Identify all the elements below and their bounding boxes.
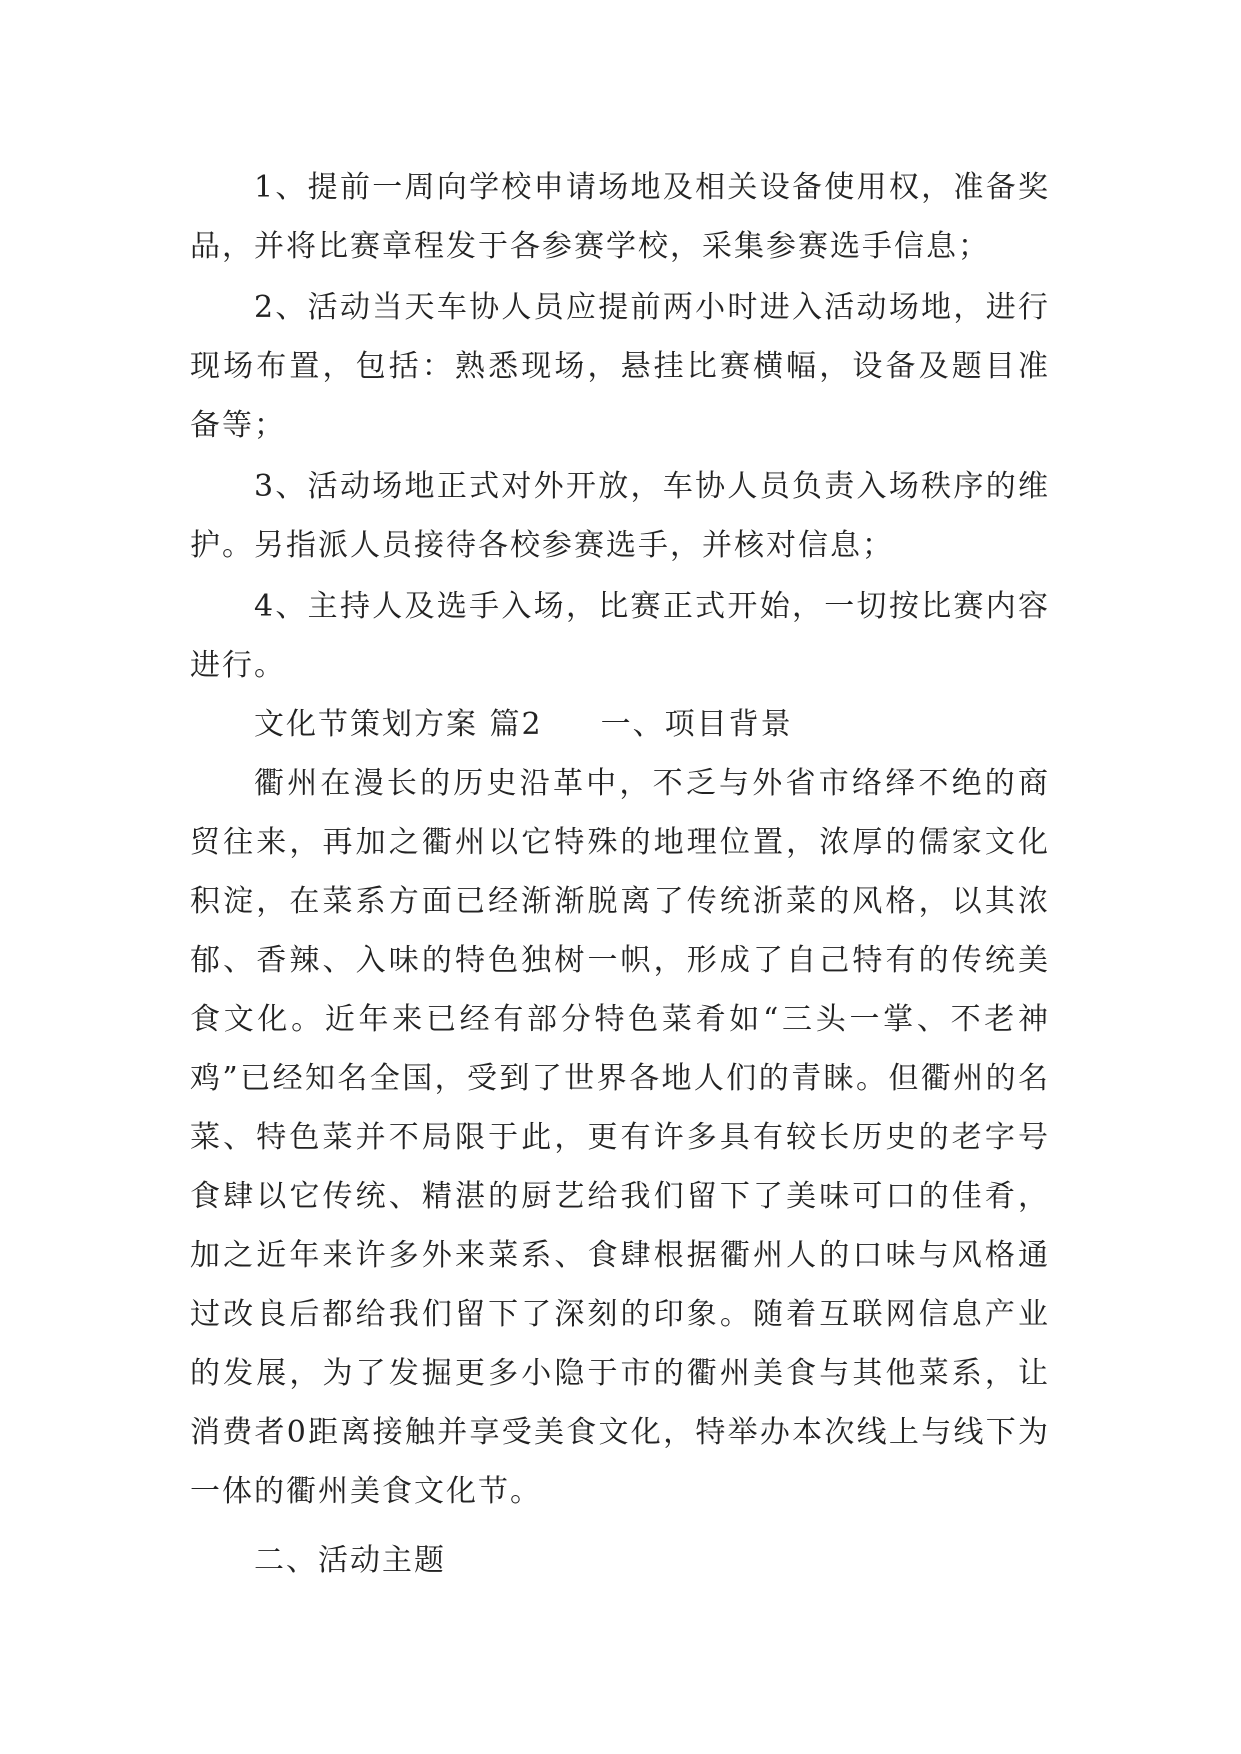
background-paragraph: 衢州在漫长的历史沿革中，不乏与外省市络绎不绝的商贸往来，再加之衢州以它特殊的地理位置，浓厚的儒家文化积淀，在菜系方面已经渐渐脱离了传统浙菜的风格，以其浓郁、香辣、入味的特色独树一帜，形成了自己特有的传统美食文化。近年来已经有部分特色菜肴如“三头一掌、不老神鸡”已经知名全国，受到了世界各地人们的青睐。但衢州的名菜、特色菜并不局限于此，更有许多具有较长历史的老字号食肆以它传统、精湛的厨艺给我们留下了美味可口的佳肴，加之近年来许多外来菜系、食肆根据衢州人的口味与风格通过改良后都给我们留下了深刻的印象。随着互联网信息产业的发展，为了发掘更多小隐于市的衢州美食与其他菜系，让消费者0距离接触并享受美食文化，特举办本次线上与线下为一体的衢州美食文化节。 (190, 766, 1050, 1509)
paragraph-step-2: 2、活动当天车协人员应提前两小时进入活动场地，进行现场布置，包括：熟悉现场，悬挂比赛横幅，设备及题目准备等； (190, 290, 1050, 443)
article-heading: 文化节策划方案 篇2 (254, 707, 543, 742)
paragraph-step-3: 3、活动场地正式对外开放，车协人员负责入场秩序的维护。另指派人员接待各校参赛选手，并核对信息； (190, 469, 1050, 563)
paragraph-step-4: 4、主持人及选手入场，比赛正式开始，一切按比赛内容进行。 (190, 589, 1050, 683)
section-one-title: 一、项目背景 (600, 707, 793, 742)
paragraph-step-1: 1、提前一周向学校申请场地及相关设备使用权，准备奖品，并将比赛章程发于各参赛学校，采集参赛选手信息； (190, 170, 1050, 264)
document-body (190, 158, 1050, 1590)
section-two-title: 二、活动主题 (254, 1543, 446, 1578)
article-heading-line (190, 695, 1050, 754)
